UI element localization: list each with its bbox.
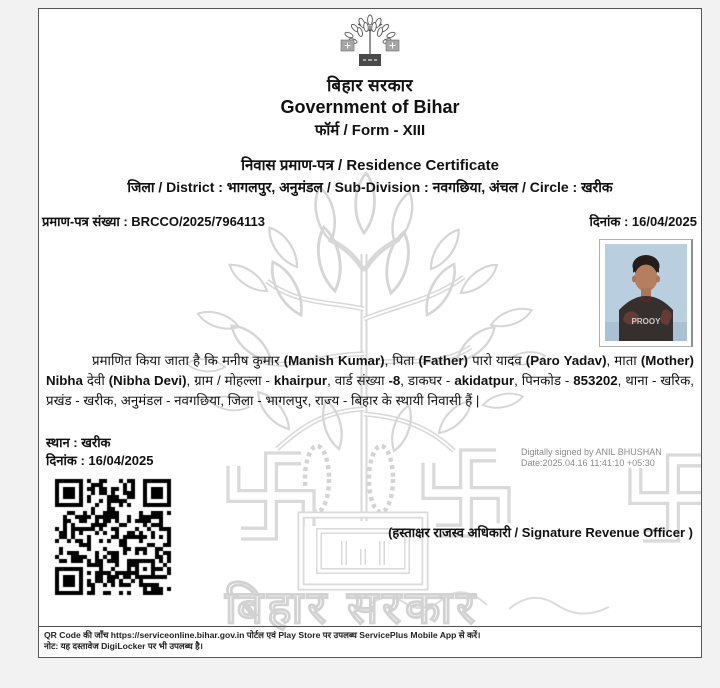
signature-officer-line [388, 523, 693, 541]
issue-date-value: 16/04/2025 [631, 214, 697, 229]
district-circle-line: जिला / District : भागलपुर, अनुमंडल / Sub-Division : नवगछिया, अंचल / Circle : खरीक [127, 179, 613, 195]
certificate-number [42, 212, 265, 230]
digital-signature-line-1: Digitally signed by ANIL BHUSHAN [521, 447, 662, 457]
certificate-number-value: BRCCO/2025/7964113 [131, 214, 265, 229]
place-line: स्थान : खरीक [46, 435, 111, 450]
faint-signature-scribble [369, 592, 609, 613]
signature-officer-hindi: (हस्ताक्षर राजस्व अधिकारी / [388, 525, 522, 540]
form-number-line: फॉर्म / Form - XIII [314, 122, 426, 139]
issue-date [590, 212, 697, 230]
certificate-title: निवास प्रमाण-पत्र / Residence Certificate [241, 157, 499, 174]
certificate-page [38, 8, 702, 658]
govt-title-hindi: बिहार सरकार [326, 76, 414, 95]
issue-date-label: दिनांक : [589, 214, 632, 229]
digital-signature-block [521, 447, 662, 469]
certificate-body-text: प्रमाणित किया जाता है कि मनीष कुमार (Manish Kumar), पिता (Father) पारो यादव (Paro Yadav), माता (Mother) Nibha देवी (Nibha Devi), ग्राम / मोहल्ला - khairpur, वार्ड संख्या -8, डाकघर - akidatpur, पिनकोड - 853202, थाना - खरिक, प्रखंड - खरीक, अनुमंडल - नवगछिया, जिला - भागलपुर, राज्य - बिहार के स्थायी निवासी हैं | [46, 353, 695, 408]
watermark-text: बिहार सरकार [224, 581, 480, 633]
certificate-header [39, 13, 701, 197]
qr-code [47, 470, 179, 604]
photo-shirt-text: PROOY [631, 317, 661, 326]
bihar-emblem-icon [327, 13, 413, 71]
digital-signature-line-2: Date:2025.04.16 11:41:10 +05:30 [521, 458, 655, 468]
date-line: दिनांक : 16/04/2025 [46, 452, 154, 468]
signature-officer-english: Signature Revenue Officer ) [521, 525, 693, 540]
footer-line-1: QR Code की जाँच https://serviceonline.bihar.gov.in पोर्टल एवं Play Store पर उपलब्ध ServicePlus Mobile App से करें। [44, 630, 481, 640]
emblem-plaque-icon [359, 54, 381, 66]
certificate-number-label: प्रमाण-पत्र संख्या : [42, 214, 132, 229]
applicant-photo [599, 239, 693, 347]
footer-line-2: नोट: यह दस्तावेज DigiLocker पर भी उपलब्ध है। [44, 641, 203, 651]
certificate-meta-row [42, 212, 697, 230]
place-date-block [46, 434, 153, 469]
govt-title-english: Government of Bihar [280, 97, 460, 117]
footer-note-box [39, 626, 701, 657]
applicant-photo-image [605, 244, 687, 341]
